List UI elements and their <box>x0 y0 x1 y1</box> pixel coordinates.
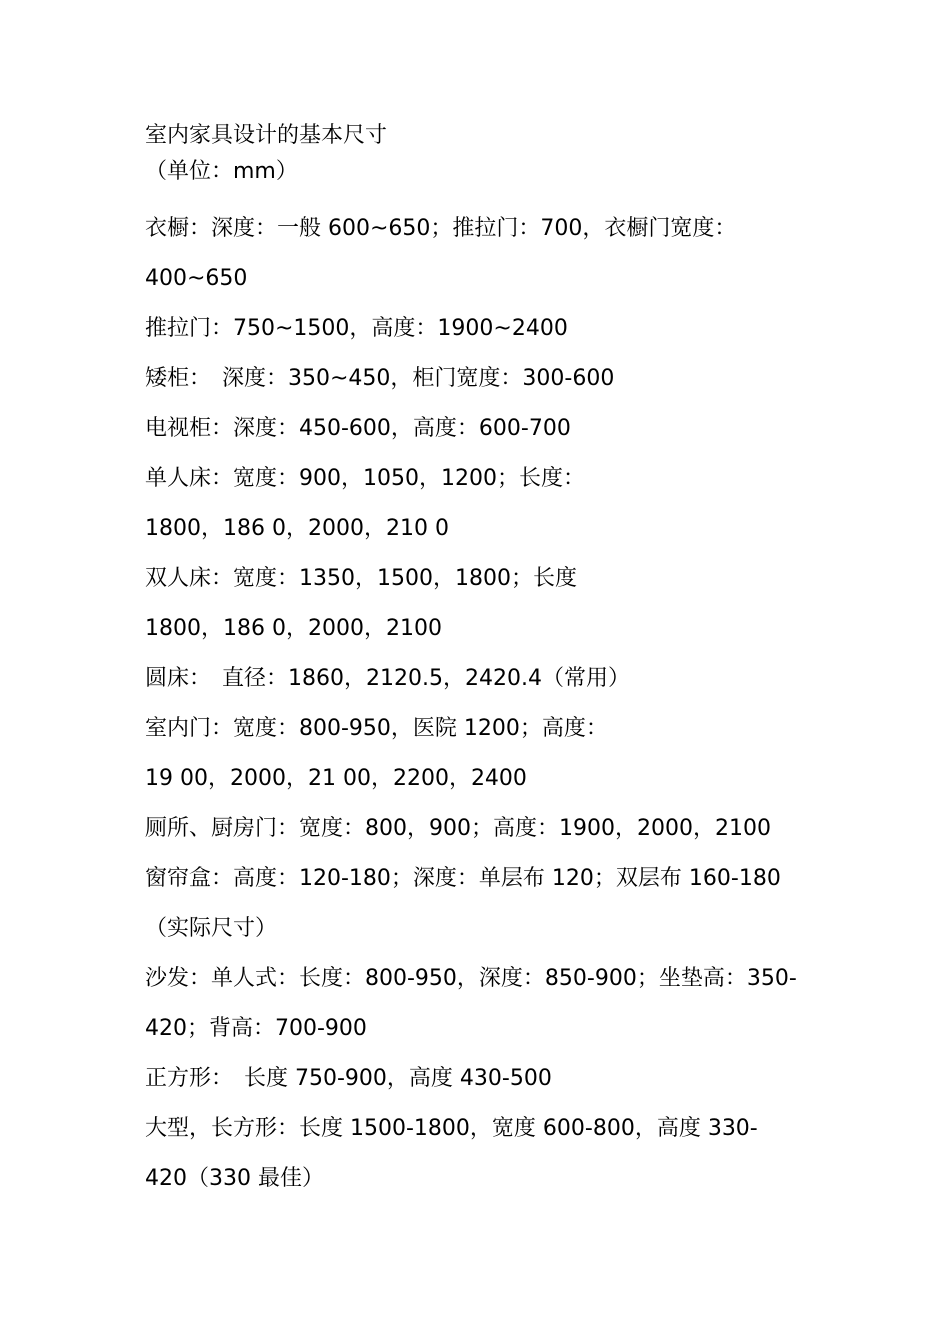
text-line: 420（330 最佳） <box>145 1166 324 1191</box>
unit-note: （单位：mm） <box>145 159 298 184</box>
text-line: 400~650 <box>145 266 248 291</box>
text-line: （实际尺寸） <box>145 916 278 941</box>
text-line: 沙发：单人式：长度：800-950，深度：850-900；坐垫高：350- <box>145 966 797 991</box>
document-title: 室内家具设计的基本尺寸 <box>145 123 388 148</box>
text-line: 推拉门：750~1500，高度：1900~2400 <box>145 316 568 341</box>
text-line: 正方形： 长度 750-900，高度 430-500 <box>145 1066 552 1091</box>
document-body <box>145 118 807 1204</box>
text-line: 室内门：宽度：800-950，医院 1200；高度： <box>145 716 608 741</box>
text-line: 圆床： 直径：1860，2120.5，2420.4（常用） <box>145 666 630 691</box>
text-line: 1800，186 0，2000，210 0 <box>145 516 449 541</box>
text-line: 420；背高：700-900 <box>145 1016 367 1041</box>
text-line: 衣橱：深度：一般 600~650；推拉门：700，衣橱门宽度： <box>145 216 737 241</box>
text-line: 矮柜： 深度：350~450，柜门宽度：300-600 <box>145 366 615 391</box>
text-line: 19 00，2000，21 00，2200，2400 <box>145 766 527 791</box>
text-line: 大型，长方形：长度 1500-1800，宽度 600-800，高度 330- <box>145 1116 758 1141</box>
text-line: 双人床：宽度：1350，1500，1800；长度 <box>145 566 577 591</box>
dimension-list <box>145 204 807 1204</box>
text-line: 单人床：宽度：900，1050，1200；长度： <box>145 466 585 491</box>
text-line: 1800，186 0，2000，2100 <box>145 616 442 641</box>
text-line: 厕所、厨房门：宽度：800，900；高度：1900，2000，2100 <box>145 816 771 841</box>
text-line: 电视柜：深度：450-600，高度：600-700 <box>145 416 571 441</box>
text-line: 窗帘盒：高度：120-180；深度：单层布 120；双层布 160-180 <box>145 866 781 891</box>
